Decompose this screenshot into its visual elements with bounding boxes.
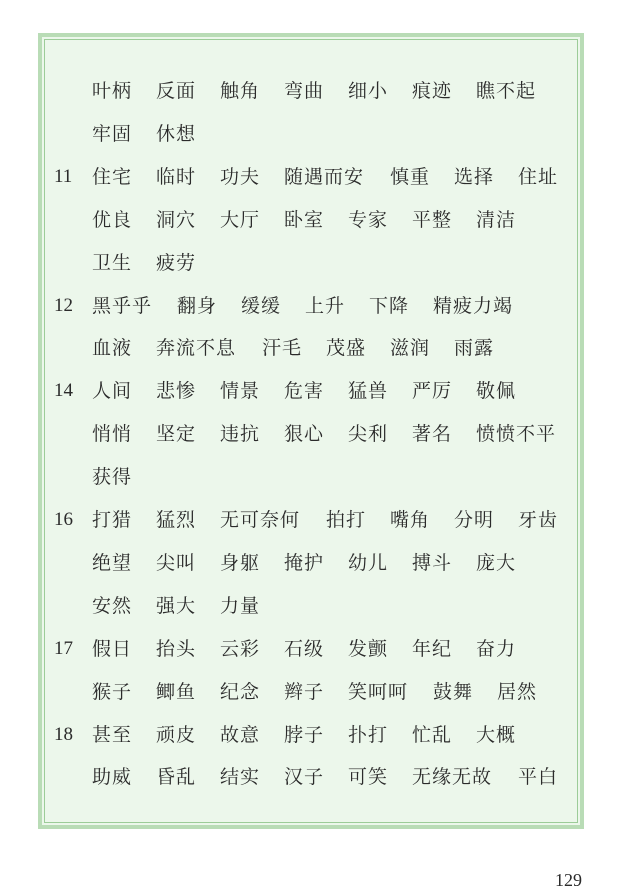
vocab-word: 脖子 <box>284 724 325 746</box>
vocab-word: 居然 <box>497 681 538 703</box>
vocab-word: 悄悄 <box>92 423 133 445</box>
vocab-word: 下降 <box>369 295 410 317</box>
vocab-word: 严厉 <box>412 380 453 402</box>
word-row <box>92 723 586 747</box>
word-row <box>92 680 586 704</box>
vocab-word: 奔流不息 <box>156 337 237 359</box>
lesson-number: 12 <box>54 295 73 316</box>
lesson-number: 18 <box>54 724 73 745</box>
vocab-word: 随遇而安 <box>284 166 365 188</box>
word-row <box>92 551 586 575</box>
vocab-word: 猛兽 <box>348 380 389 402</box>
vocab-word: 幼儿 <box>348 552 389 574</box>
vocab-word: 扑打 <box>348 724 389 746</box>
vocab-word: 触角 <box>220 80 261 102</box>
vocab-word: 身躯 <box>220 552 261 574</box>
vocab-word: 选择 <box>454 166 495 188</box>
vocab-word: 拍打 <box>326 509 367 531</box>
word-row <box>92 637 586 661</box>
word-row <box>92 422 586 446</box>
vocab-word: 住宅 <box>92 166 133 188</box>
vocab-word: 云彩 <box>220 638 261 660</box>
vocab-word: 滋润 <box>390 337 431 359</box>
vocab-word: 掩护 <box>284 552 325 574</box>
vocab-word: 结实 <box>220 766 261 788</box>
vocab-word: 鼓舞 <box>433 681 474 703</box>
vocab-word: 功夫 <box>220 166 261 188</box>
word-row <box>92 465 586 489</box>
lesson-number: 16 <box>54 509 73 530</box>
vocab-word: 瞧不起 <box>476 80 537 102</box>
vocab-word: 精疲力竭 <box>433 295 514 317</box>
vocab-word: 大厅 <box>220 209 261 231</box>
vocab-word: 牢固 <box>92 123 133 145</box>
vocab-word: 年纪 <box>412 638 453 660</box>
vocab-word: 清洁 <box>476 209 517 231</box>
vocab-word: 甚至 <box>92 724 133 746</box>
vocab-word: 专家 <box>348 209 389 231</box>
word-row <box>92 122 586 146</box>
vocab-word: 违抗 <box>220 423 261 445</box>
vocab-word: 无缘无故 <box>412 766 493 788</box>
vocab-word: 细小 <box>348 80 389 102</box>
vocab-word: 牙齿 <box>518 509 559 531</box>
word-row <box>92 251 586 275</box>
word-row <box>92 594 586 618</box>
vocab-word: 悲惨 <box>156 380 197 402</box>
vocab-word: 获得 <box>92 466 133 488</box>
lesson-number: 17 <box>54 638 73 659</box>
vocab-word: 猛烈 <box>156 509 197 531</box>
vocab-word: 愤愤不平 <box>476 423 557 445</box>
vocab-word: 猴子 <box>92 681 133 703</box>
vocab-word: 血液 <box>92 337 133 359</box>
vocab-word: 平白 <box>518 766 559 788</box>
word-row <box>92 165 586 189</box>
vocab-word: 石级 <box>284 638 325 660</box>
vocab-word: 打猎 <box>92 509 133 531</box>
vocab-word: 卧室 <box>284 209 325 231</box>
vocab-word: 卫生 <box>92 252 133 274</box>
vocab-word: 忙乱 <box>412 724 453 746</box>
lesson-number: 14 <box>54 380 73 401</box>
vocab-word: 洞穴 <box>156 209 197 231</box>
vocab-word: 著名 <box>412 423 453 445</box>
word-row <box>92 294 586 318</box>
word-row <box>92 379 586 403</box>
vocab-word: 发颤 <box>348 638 389 660</box>
vocab-word: 假日 <box>92 638 133 660</box>
vocab-word: 故意 <box>220 724 261 746</box>
vocab-word: 强大 <box>156 595 197 617</box>
lesson-number: 11 <box>54 166 73 187</box>
vocab-word: 汗毛 <box>262 337 303 359</box>
vocab-word: 休想 <box>156 123 197 145</box>
vocab-word: 辫子 <box>284 681 325 703</box>
vocab-word: 无可奈何 <box>220 509 301 531</box>
vocab-word: 顽皮 <box>156 724 197 746</box>
vocab-word: 翻身 <box>177 295 218 317</box>
page-number: 129 <box>555 870 582 890</box>
vocab-word: 绝望 <box>92 552 133 574</box>
vocab-word: 反面 <box>156 80 197 102</box>
vocab-word: 上升 <box>305 295 346 317</box>
vocab-word: 嘴角 <box>390 509 431 531</box>
word-row <box>92 508 586 532</box>
vocab-word: 鲫鱼 <box>156 681 197 703</box>
vocab-word: 狠心 <box>284 423 325 445</box>
vocab-word: 临时 <box>156 166 197 188</box>
vocab-word: 昏乱 <box>156 766 197 788</box>
vocab-word: 疲劳 <box>156 252 197 274</box>
word-row <box>92 336 586 360</box>
vocab-word: 奋力 <box>476 638 517 660</box>
vocab-word: 汉子 <box>284 766 325 788</box>
vocab-word: 人间 <box>92 380 133 402</box>
vocab-word: 叶柄 <box>92 80 133 102</box>
vocab-word: 分明 <box>454 509 495 531</box>
vocab-word: 弯曲 <box>284 80 325 102</box>
vocab-word: 庞大 <box>476 552 517 574</box>
vocab-word: 可笑 <box>348 766 389 788</box>
vocab-word: 敬佩 <box>476 380 517 402</box>
vocab-word: 痕迹 <box>412 80 453 102</box>
vocab-word: 纪念 <box>220 681 261 703</box>
vocab-word: 力量 <box>220 595 261 617</box>
vocab-word: 安然 <box>92 595 133 617</box>
vocab-word: 慎重 <box>390 166 431 188</box>
vocab-word: 尖叫 <box>156 552 197 574</box>
vocab-word: 优良 <box>92 209 133 231</box>
word-row <box>92 208 586 232</box>
word-row <box>92 765 586 789</box>
vocab-word: 黑乎乎 <box>92 295 153 317</box>
vocab-word: 危害 <box>284 380 325 402</box>
vocab-word: 缓缓 <box>241 295 282 317</box>
word-row <box>92 79 586 103</box>
vocab-word: 平整 <box>412 209 453 231</box>
vocab-word: 抬头 <box>156 638 197 660</box>
vocab-word: 茂盛 <box>326 337 367 359</box>
vocab-word: 大概 <box>476 724 517 746</box>
vocab-word: 雨露 <box>454 337 495 359</box>
vocab-word: 情景 <box>220 380 261 402</box>
vocab-word: 搏斗 <box>412 552 453 574</box>
vocab-word: 笑呵呵 <box>348 681 409 703</box>
vocab-word: 住址 <box>518 166 559 188</box>
vocab-word: 坚定 <box>156 423 197 445</box>
vocab-word: 尖利 <box>348 423 389 445</box>
vocab-word: 助威 <box>92 766 133 788</box>
